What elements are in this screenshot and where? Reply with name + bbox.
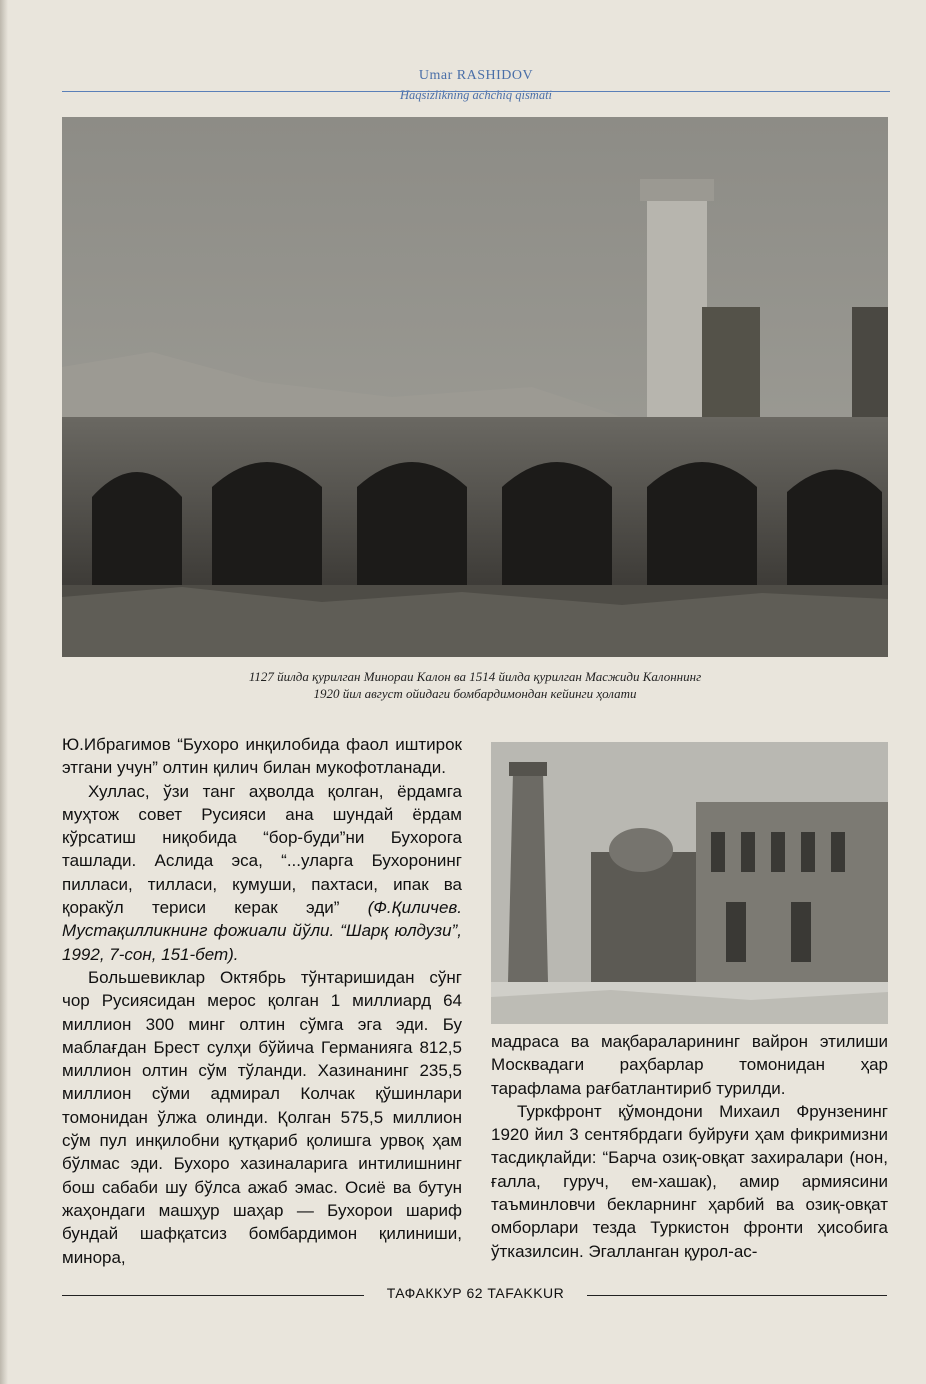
caption-line-2: 1920 йил август ойидаги бомбардимондан кейинги ҳолати xyxy=(313,686,637,701)
running-header-subtitle: Haqsizlikning achchiq qismati xyxy=(399,88,553,102)
header-rule xyxy=(62,91,890,92)
caption-line-1: 1127 йилда қурилган Минораи Калон ва 1514 йилда қурилган Масжиди Калоннинг xyxy=(248,669,702,684)
left-text-column xyxy=(62,733,462,1269)
footer-rule-right xyxy=(587,1295,887,1296)
photo-caption xyxy=(62,668,888,702)
right-paragraph-2: Туркфронт қўмондони Михаил Фрунзенинг 1920 йил 3 сентябрдаги буйруғи ҳам фикримизни тасдиқлайди: “Барча озиқ-овқат захиралари (нон, ғалла, гуруч, ем-хашак), амир армиясини таъминловчи бекларнинг ҳарбий ва озиқ-овқат омборлари тезда Туркистон фронти ҳисобига ўтказилсин. Эгалланган қурол-ас- xyxy=(491,1101,888,1261)
left-paragraph-2-text: Хуллас, ўзи танг аҳволда қолган, ёрдамга муҳтож совет Русияси ана шундай ёрдам кўрсатиш ниқобида “бор-буди”ни Бухорога ташлади. Аслида эса, “...уларга Бухоронинг пилласи, тилласи, кумуши, пахтаси, ипак ва қоракўл териси керак эди” xyxy=(62,781,462,918)
footer-page-number: ТАФАККУР 62 TAFAKKUR xyxy=(386,1285,565,1301)
running-header-author: Umar RASHIDOV xyxy=(418,68,534,83)
left-paragraph-3: Большевиклар Октябрь тўнтаришидан сўнг чор Русиясидан мерос қолган 1 миллиард 64 миллион 300 минг олтин сўмга эга эди. Бу маблағдан Брест сулҳи бўйича Германияга 812,5 миллион олтин сўм тўланди. Хазинанинг 235,5 миллион сўми адмирал Колчак қўшинлари томонидан ўлжа олинди. Қолган 575,5 миллион сўм пул инқилобни қутқариб қолишга урвоқ ҳам бўлмас эди. Бухоро хазиналарига интилишнинг бош сабаби шу бўлса ажаб эмас. Осиё ва бутун жаҳондаги машҳур шаҳар — Бухорои шариф бундай шафқатсиз бомбардимон қилиниши, минора, xyxy=(62,967,462,1267)
running-header xyxy=(62,68,890,103)
right-text-column xyxy=(491,1030,888,1263)
left-paragraph-1: Ю.Ибрагимов “Бухоро инқилобида фаол иштирок этгани учун” олтин қилич билан мукофотланади. xyxy=(62,735,462,778)
right-paragraph-1: мадраса ва мақбараларининг вайрон этилиши Москвадаги раҳбарлар томонидан ҳар тарафлама рағбатлантириб турилди. xyxy=(491,1032,888,1098)
photo-bombed-mosque xyxy=(62,117,888,657)
page-binding-shadow xyxy=(0,0,8,1384)
photo-damaged-buildings xyxy=(491,742,888,1024)
left-paragraph-2 xyxy=(62,780,462,966)
left-paragraph-2-source: (Ф.Қиличев. Мустақилликнинг фожиали йўли. “Шарқ юлдузи”, 1992, 7-сон, 151-бет). xyxy=(62,898,462,964)
footer-rule-left xyxy=(62,1295,364,1296)
